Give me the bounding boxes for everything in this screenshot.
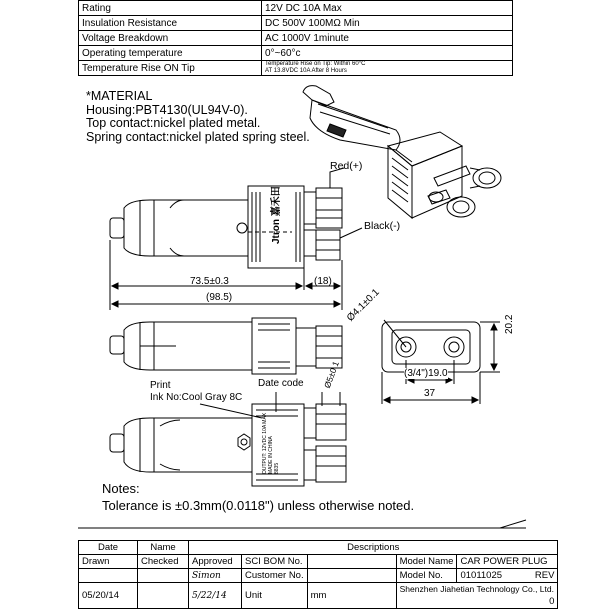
label-date-code: Date code	[258, 378, 304, 389]
notes-title: Notes:	[102, 481, 140, 496]
spec-value: AC 1000V 1minute	[262, 31, 513, 46]
tb-date-header: Date	[79, 541, 138, 555]
dim-b-label: (18)	[314, 276, 332, 287]
spec-value-line: AT 13.8VDC 10A After 8 Hours	[265, 68, 347, 74]
spec-value: 12V DC 10A Max	[262, 1, 513, 16]
material-top-contact: Top contact:nickel plated metal.	[86, 116, 261, 130]
tb-signature-date: 5/22/14	[189, 583, 242, 609]
material-spring-contact: Spring contact:nickel plated spring steel.	[86, 129, 310, 144]
housing-print-line: 8835	[274, 462, 280, 474]
tb-rev-header: REV	[534, 569, 555, 581]
tb-blank	[307, 555, 396, 569]
housing-brand-text: Jtron 嘉禾田	[271, 186, 282, 244]
tb-blank	[307, 569, 396, 583]
tb-signature-name: Simon	[189, 569, 242, 583]
tb-name-header: Name	[138, 541, 189, 555]
tb-drawn: Drawn	[79, 555, 138, 569]
label-black: Black(-)	[364, 220, 401, 232]
material-heading: *MATERIAL	[86, 89, 153, 103]
tb-descriptions-header: Descriptions	[189, 541, 558, 555]
tb-company-cell	[396, 583, 558, 609]
dim-total-label: (98.5)	[206, 292, 233, 303]
tb-blank	[79, 569, 138, 583]
tb-unit: Unit	[242, 583, 308, 609]
title-block-row	[79, 583, 558, 609]
label-ink: Ink No:Cool Gray 8C	[150, 392, 243, 403]
housing-print-line: MADE IN CHINA	[268, 436, 274, 474]
tb-blank	[138, 569, 189, 583]
title-block-row	[79, 541, 558, 555]
spec-label: Operating temperature	[79, 46, 262, 61]
spec-value-line: Temperature Rise on Tip: Within 60°C	[265, 61, 366, 67]
tb-mm: mm	[310, 589, 327, 601]
tb-sci: SCI BOM No.	[242, 555, 308, 569]
tb-blank	[138, 583, 189, 609]
title-block-row	[79, 555, 558, 569]
spec-label: Insulation Resistance	[79, 16, 262, 31]
spec-value: 0°~60°c	[262, 46, 513, 61]
title-block-row	[79, 569, 558, 583]
dim-a-label: 73.5±0.3	[190, 276, 229, 287]
tb-model-name-header: Model Name	[396, 555, 457, 569]
tb-rev: 0	[549, 596, 555, 607]
dim-spacing-label: (3/4")19.0	[404, 368, 448, 379]
tb-approved: Approved	[189, 555, 242, 569]
tb-model-name: CAR POWER PLUG	[457, 555, 558, 569]
spec-label: Rating	[79, 1, 262, 16]
title-block	[78, 540, 558, 609]
tb-model-no-cell	[457, 569, 558, 583]
label-red: Red(+)	[330, 160, 363, 172]
dim-height-text: 20.2	[504, 314, 515, 334]
tb-model-no: 01011025	[460, 569, 503, 581]
tb-checked: Checked	[138, 555, 189, 569]
tb-mm-cell	[307, 583, 396, 609]
tb-date: 05/20/14	[79, 583, 138, 609]
label-print: Print	[150, 380, 171, 391]
tb-customer: Customer No.	[242, 569, 308, 583]
notes-tolerance: Tolerance is ±0.3mm(0.0118") unless otherwise noted.	[102, 498, 415, 513]
material-housing: Housing:PBT4130(UL94V-0).	[86, 102, 248, 117]
housing-print-line: OUTPUT: 12VDC 10A MAX	[262, 412, 268, 474]
spec-label: Temperature Rise ON Tip	[79, 61, 262, 76]
dim-width-label: 37	[424, 388, 436, 399]
spec-label: Voltage Breakdown	[79, 31, 262, 46]
spec-value: DC 500V 100MΩ Min	[262, 16, 513, 31]
dim-hole-label: Ø4.1±0.1	[345, 286, 382, 324]
dim-terminal-label: Ø5±0.1	[322, 359, 341, 390]
tb-company: Shenzhen Jiahetian Technology Co., Ltd.	[399, 584, 554, 594]
tb-model-no-header: Model No.	[396, 569, 457, 583]
